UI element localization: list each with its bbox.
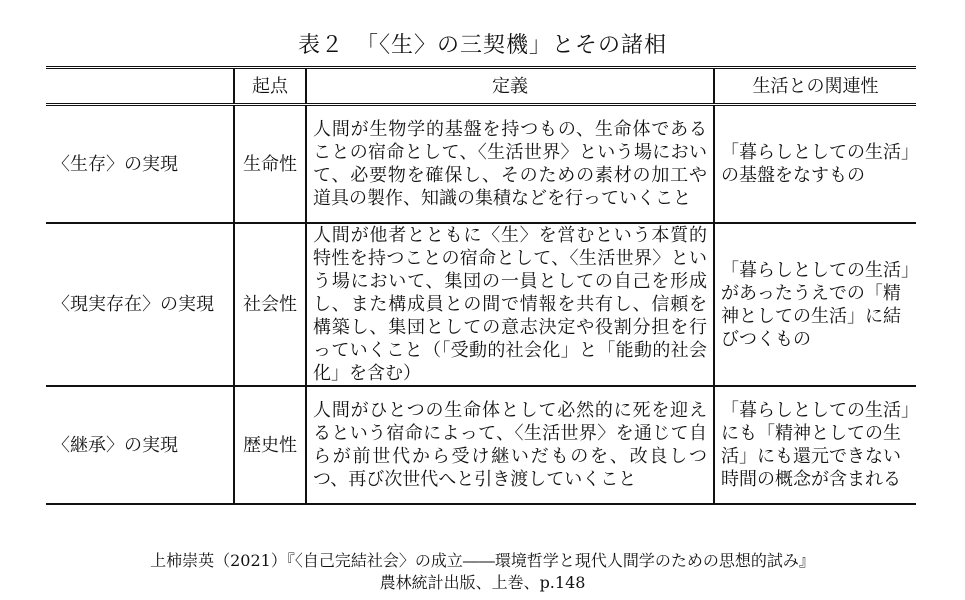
row-name: 〈現実存在〉の実現	[46, 223, 234, 386]
row-name: 〈生存〉の実現	[46, 105, 234, 224]
row-definition: 人間が生物学的基盤を持つもの、生命体であることの宿命として、〈生活世界〉という場において、必要物を確保し、そのための素材の加工や道具の製作、知識の集積などを行っていくこと	[306, 105, 714, 224]
table-title: 表２ 「〈生〉の三契機」とその諸相	[297, 33, 667, 58]
table-row	[46, 386, 916, 504]
header-origin: 起点	[234, 68, 306, 105]
row-definition: 人間が他者とともに〈生〉を営むという本質的特性を持つことの宿命として、〈生活世界〉という場において、集団の一員としての自己を形成し、また構成員との間で情報を共有し、信頼を構築し、集団としての意志決定や役割分担を行っていくこと（「受動的社会化」と「能動的社会化」を含む）	[306, 223, 714, 386]
row-origin: 生命性	[234, 105, 306, 224]
source-citation: 上柿崇英（2021）『〈自己完結社会〉の成立――環境哲学と現代人間学のための思想的試み』	[150, 551, 815, 570]
row-relation: 「暮らしとしての生活」があったうえでの「精神としての生活」に結びつくもの	[714, 223, 916, 386]
row-name: 〈継承〉の実現	[46, 386, 234, 504]
concept-table	[46, 66, 916, 505]
header-definition: 定義	[306, 68, 714, 105]
source-publisher: 農林統計出版、上巻、p.148	[379, 573, 586, 592]
table-row	[46, 223, 916, 386]
row-origin: 歴史性	[234, 386, 306, 504]
header-empty	[46, 68, 234, 105]
row-origin: 社会性	[234, 223, 306, 386]
table-row	[46, 105, 916, 224]
header-row	[46, 68, 916, 105]
header-relation: 生活との関連性	[714, 68, 916, 105]
row-relation: 「暮らしとしての生活」にも「精神としての生活」にも還元できない時間の概念が含まれる	[714, 386, 916, 504]
row-relation: 「暮らしとしての生活」の基盤をなすもの	[714, 105, 916, 224]
row-definition: 人間がひとつの生命体として必然的に死を迎えるという宿命によって、〈生活世界〉を通じて自らが前世代から受け継いだものを、改良しつつ、再び次世代へと引き渡していくこと	[306, 386, 714, 504]
